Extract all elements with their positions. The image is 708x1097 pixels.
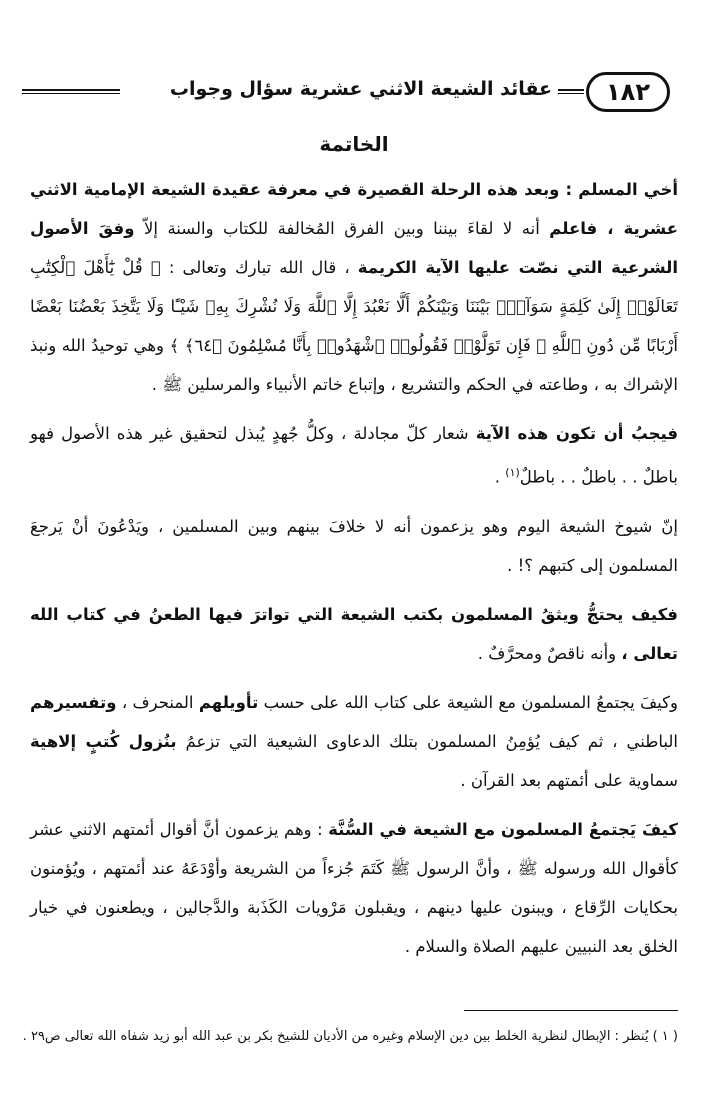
footnote-separator <box>464 1010 678 1011</box>
paragraph-2 <box>30 414 678 497</box>
paragraph-6 <box>30 810 678 966</box>
p3-text: إنّ شيوخ الشيعة اليوم وهو يزعمون أنه لا خلافَ بينهم وبين المسلمين ، ويَدْعُونَ أنْ يَرجعَ المسلمون إلى كتبهم ؟! . <box>30 516 678 575</box>
header-rule-left <box>22 89 120 94</box>
p1-bold-lead: أخي المسلم : وبعد هذه الرحلة القصيرة في معرفة عقيدة الشيعة الإمامية الاثني عشرية ، فاعلم <box>30 180 678 238</box>
paragraph-1 <box>30 170 678 404</box>
page-header <box>22 72 670 118</box>
header-rule-right <box>558 89 584 94</box>
paragraph-3 <box>30 507 678 585</box>
paragraph-5 <box>30 683 678 800</box>
p6-bold-a: كيفَ يَجتمعُ المسلمون مع الشيعة في السُّنَّة <box>328 819 678 839</box>
running-header-title: عقائد الشيعة الاثني عشرية سؤال وجواب <box>169 78 552 100</box>
p4-bold-a: فكيف يحتجُّ ويثقُ المسلمون بكتب الشيعة التي تواترَ فيها الطعنُ في كتاب الله تعالى ، <box>30 604 678 663</box>
page-number-badge <box>586 72 670 112</box>
page-content <box>30 132 678 976</box>
p1-bold-b: وفقَ الأصول الشرعية التي نصّت عليها الآية الكريمة <box>30 219 678 277</box>
p5-text-e: الباطني ، ثم كيف يُؤمِنُ المسلمون بتلك الدعاوى الشيعية التي تزعمُ <box>176 731 678 751</box>
quran-verse: ﴿ قُلْ يَٰٓأَهْلَ ٱلْكِتَٰبِ تَعَالَوْا۟ إِلَىٰ كَلِمَةٍ سَوَآءٍۭ بَيْنَنَا وَبَيْنَكُمْ أَلَّا نَعْبُدَ إِلَّا ٱللَّهَ وَلَا نُشْرِكَ بِهِۦ شَيْـًٔا وَلَا يَتَّخِذَ بَعْضُنَا بَعْضًا أَرْبَابًا مِّن دُونِ ٱللَّهِ ۚ فَإِن تَوَلَّوْا۟ فَقُولُوا۟ ٱشْهَدُوا۟ بِأَنَّا مُسْلِمُونَ ﴿٦٤﴾ ﴾ <box>30 258 678 355</box>
p6-text-b: : وهم يزعمون أنَّ أقوال أئمتهم الاثني عشر كأقوال الله ورسوله ﷺ ، وأنَّ الرسول ﷺ كَتَمَ جُزءاً من الشريعة وأوْدَعَهُ عند أئمتهم ، ويُؤمنون بحكايات الرِّقاع ، ويبنون عليها دينهم ، ويقبلون مَرْويات الكَذَبة والدَّجالين ، ويطعنون في خيار الخلق بعد النبيين عليهم الصلاة والسلام . <box>30 819 678 956</box>
p5-bold-b: تأويلهم <box>198 692 259 712</box>
paragraph-4 <box>30 595 678 673</box>
p4-text-b: وأنه ناقصٌ ومحرَّفٌ . <box>477 643 622 663</box>
p1-text-d: وهي توحيدُ الله ونبذ الإشراك به ، وطاعته في الحكم والتشريع ، وإتباع خاتم الأنبياء والمرسلين ﷺ . <box>30 336 678 394</box>
section-title: الخاتمة <box>319 132 389 156</box>
p5-bold-f: بنُزول كُتبٍ إلاهية <box>30 731 177 751</box>
p1-text-a: أنه لا لقاءَ بيننا وبين الفرق المُخالفة للكتاب والسنة إلاّ <box>134 219 550 238</box>
p5-text-a: وكيفَ يجتمعُ المسلمون مع الشيعة على كتاب الله على حسب <box>258 692 678 712</box>
p5-bold-d: وتفسيرهم <box>30 692 117 712</box>
p2-text-c: . <box>494 467 506 487</box>
p2-text-b: شعار كلّ مجادلة ، وكلُّ جُهدٍ يُبذل لتحقيق غير هذه الأصول فهو باطلٌ . . باطلٌ . . باطلٌ <box>30 424 678 487</box>
p2-bold-a: فيجبُ أن تكون هذه الآية <box>475 424 678 443</box>
p1-text-c: ، قال الله تبارك وتعالى : <box>160 258 358 277</box>
page-number: ١٨٢ <box>606 78 650 106</box>
footnote <box>22 1022 678 1052</box>
footnote-text: ( ١ ) يُنظر : الإبطال لنظرية الخلط بين دين الإسلام وغيره من الأديان للشيخ بكر بن عبد الله أبو زيد شفاه الله تعالى ص٢٩ . <box>22 1029 678 1044</box>
p5-text-g: سماوية على أئمتهم بعد القرآن . <box>460 770 678 790</box>
footnote-marker: (١) <box>505 466 520 479</box>
p5-text-c: المنحرف ، <box>116 692 199 712</box>
